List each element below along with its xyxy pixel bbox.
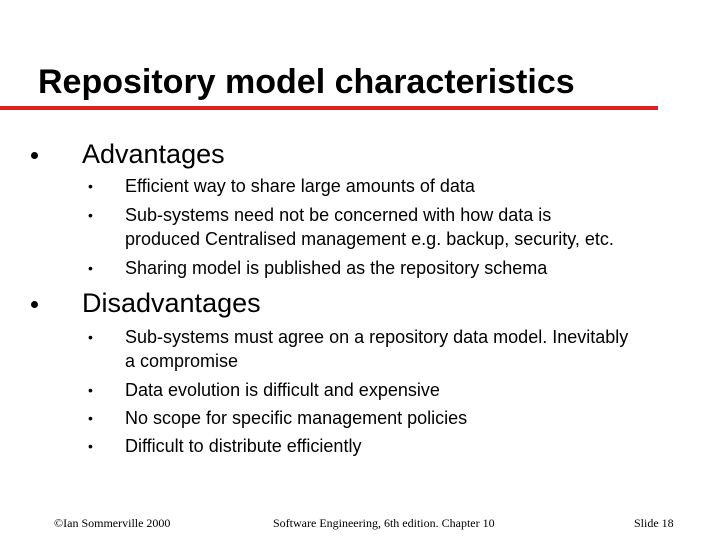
bullet-icon: • xyxy=(88,410,93,426)
bullet-icon: • xyxy=(88,329,93,345)
footer-slide-number: Slide 18 xyxy=(634,516,674,530)
disadvantage-item: Difficult to distribute efficiently xyxy=(125,436,362,456)
bullet-icon: • xyxy=(88,207,93,223)
bullet-icon: • xyxy=(88,260,93,276)
bullet-icon: • xyxy=(88,178,93,194)
footer-copyright: ©Ian Sommerville 2000 xyxy=(54,516,171,530)
disadvantage-item: Sub-systems must agree on a repository data model. Inevitably a compromise xyxy=(125,327,629,371)
section-bullet-icon xyxy=(31,152,38,159)
disadvantage-item: Data evolution is difficult and expensive xyxy=(125,380,440,400)
advantages-heading: Advantages xyxy=(82,139,225,169)
advantage-item: Efficient way to share large amounts of data xyxy=(125,176,475,196)
bullet-icon: • xyxy=(88,438,93,454)
disadvantages-heading: Disadvantages xyxy=(82,288,261,318)
advantage-item: Sharing model is published as the repository schema xyxy=(125,258,548,278)
advantage-item: Sub-systems need not be concerned with how data is produced Centralised management e.g. backup, security, etc. xyxy=(125,205,614,249)
disadvantage-item: No scope for specific management policies xyxy=(125,408,468,428)
section-bullet-icon xyxy=(31,301,38,308)
slide-title: Repository model characteristics xyxy=(38,63,575,101)
title-underline xyxy=(0,106,658,110)
bullet-icon: • xyxy=(88,382,93,398)
footer-book: Software Engineering, 6th edition. Chapter 10 xyxy=(273,516,495,530)
